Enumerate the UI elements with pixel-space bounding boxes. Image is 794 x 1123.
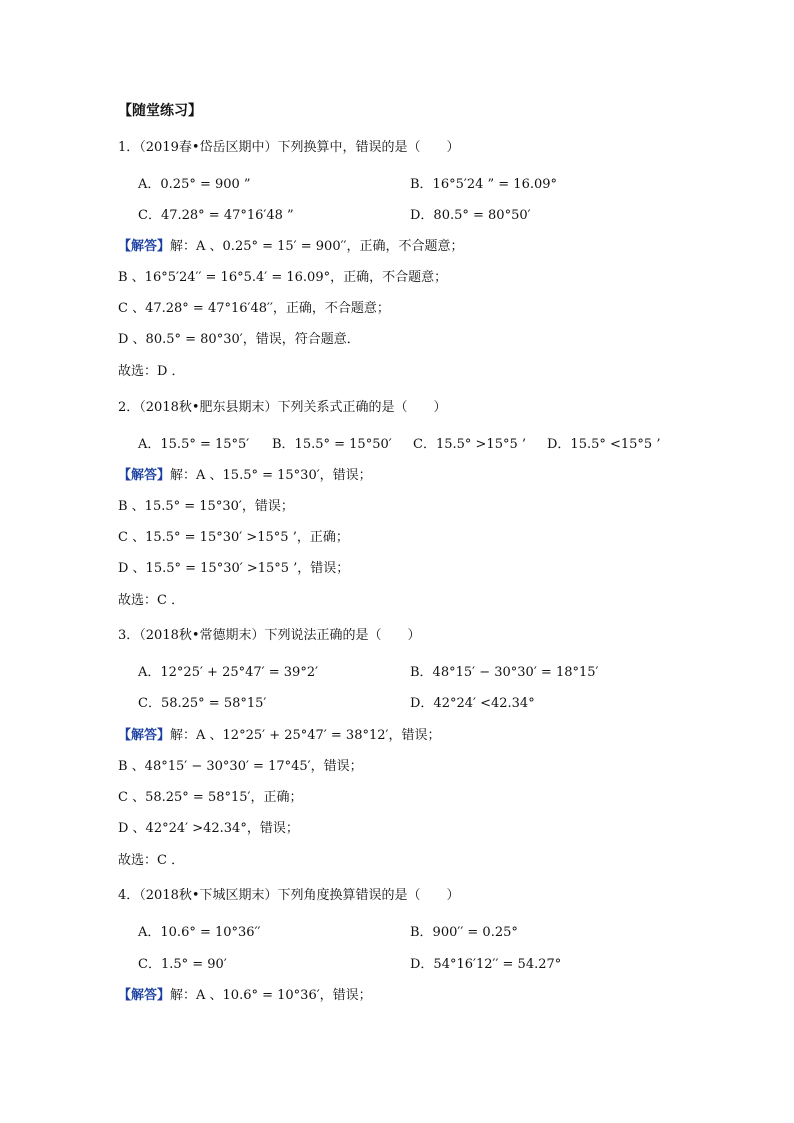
question-4-stem: 4．（2018秋•下城区期末）下列角度换算错误的是（ ） — [118, 888, 460, 903]
question-2-stem: 2．（2018秋•肥东县期末）下列关系式正确的是（ ） — [118, 400, 447, 415]
question-1-option-d: D．80.5° = 80°50′ — [410, 208, 531, 223]
question-2-solution-line-1: 【解答】解：A 、15.5° = 15°30′，错误； — [118, 468, 372, 483]
question-2-solution-line-4: D 、15.5° = 15°30′ >15°5 ’，错误； — [118, 561, 350, 576]
question-4-option-d: D．54°16′12′′ = 54.27° — [410, 957, 562, 972]
question-3-solution-line-2: B 、48°15′ − 30°30′ = 17°45′，错误； — [118, 759, 363, 774]
question-1-option-b: B．16°5′24 ” = 16.09° — [410, 177, 558, 192]
question-1-stem: 1．（2019春•岱岳区期中）下列换算中，错误的是（ ） — [118, 140, 460, 155]
question-2-solution-line-3: C 、15.5° = 15°30′ >15°5 ’，正确； — [118, 530, 349, 545]
question-1-solution-line-4: D 、80.5° = 80°30′，错误，符合题意． — [118, 332, 360, 347]
question-4-solution-line-1: 【解答】解：A 、10.6° = 10°36′，错误； — [118, 988, 372, 1003]
question-3-option-c: C．58.25° = 58°15′ — [138, 696, 267, 711]
question-2-option-d: D．15.5° <15°5 ’ — [547, 437, 661, 452]
question-3-option-a: A．12°25′ + 25°47′ = 39°2′ — [138, 665, 319, 680]
question-3-option-d: D．42°24′ <42.34° — [410, 696, 535, 711]
question-2-option-b: B．15.5° = 15°50′ — [272, 437, 392, 452]
question-3-solution-line-4: D 、42°24′ >42.34°，错误； — [118, 821, 299, 836]
section-title: 【随堂练习】 — [118, 103, 202, 119]
question-4-option-a: A．10.6° = 10°36′′ — [138, 925, 261, 940]
question-1-option-a: A．0.25° = 900 ” — [138, 177, 251, 192]
question-1-option-c: C．47.28° = 47°16′48 ” — [138, 208, 294, 223]
question-1-solution-line-1: 【解答】解：A 、0.25° = 15′ = 900′′，正确，不合题意； — [118, 239, 464, 254]
question-1-solution-line-3: C 、47.28° = 47°16′48′′，正确，不合题意； — [118, 301, 390, 316]
question-3-solution-line-3: C 、58.25° = 58°15′，正确； — [118, 790, 303, 805]
question-2-option-a: A．15.5° = 15°5′ — [138, 437, 250, 452]
question-1-solution-line-2: B 、16°5′24′′ = 16°5.4′ = 16.09°，正确，不合题意； — [118, 270, 448, 285]
answer-tag: 【解答】 — [118, 239, 171, 254]
question-1-answer: 故选：D ． — [118, 364, 185, 379]
question-2-answer: 故选：C ． — [118, 593, 185, 608]
answer-tag: 【解答】 — [118, 728, 171, 743]
question-3-option-b: B．48°15′ − 30°30′ = 18°15′ — [410, 665, 599, 680]
question-4-option-c: C．1.5° = 90′ — [138, 957, 227, 972]
answer-tag: 【解答】 — [118, 468, 171, 483]
question-3-stem: 3．（2018秋•常德期末）下列说法正确的是（ ） — [118, 628, 421, 643]
question-2-solution-line-2: B 、15.5° = 15°30′，错误； — [118, 499, 294, 514]
question-4-option-b: B．900′′ = 0.25° — [410, 925, 518, 940]
question-3-answer: 故选：C ． — [118, 853, 185, 868]
question-2-option-c: C．15.5° >15°5 ’ — [413, 437, 526, 452]
answer-tag: 【解答】 — [118, 988, 171, 1003]
question-3-solution-line-1: 【解答】解：A 、12°25′ + 25°47′ = 38°12′，错误； — [118, 728, 441, 743]
